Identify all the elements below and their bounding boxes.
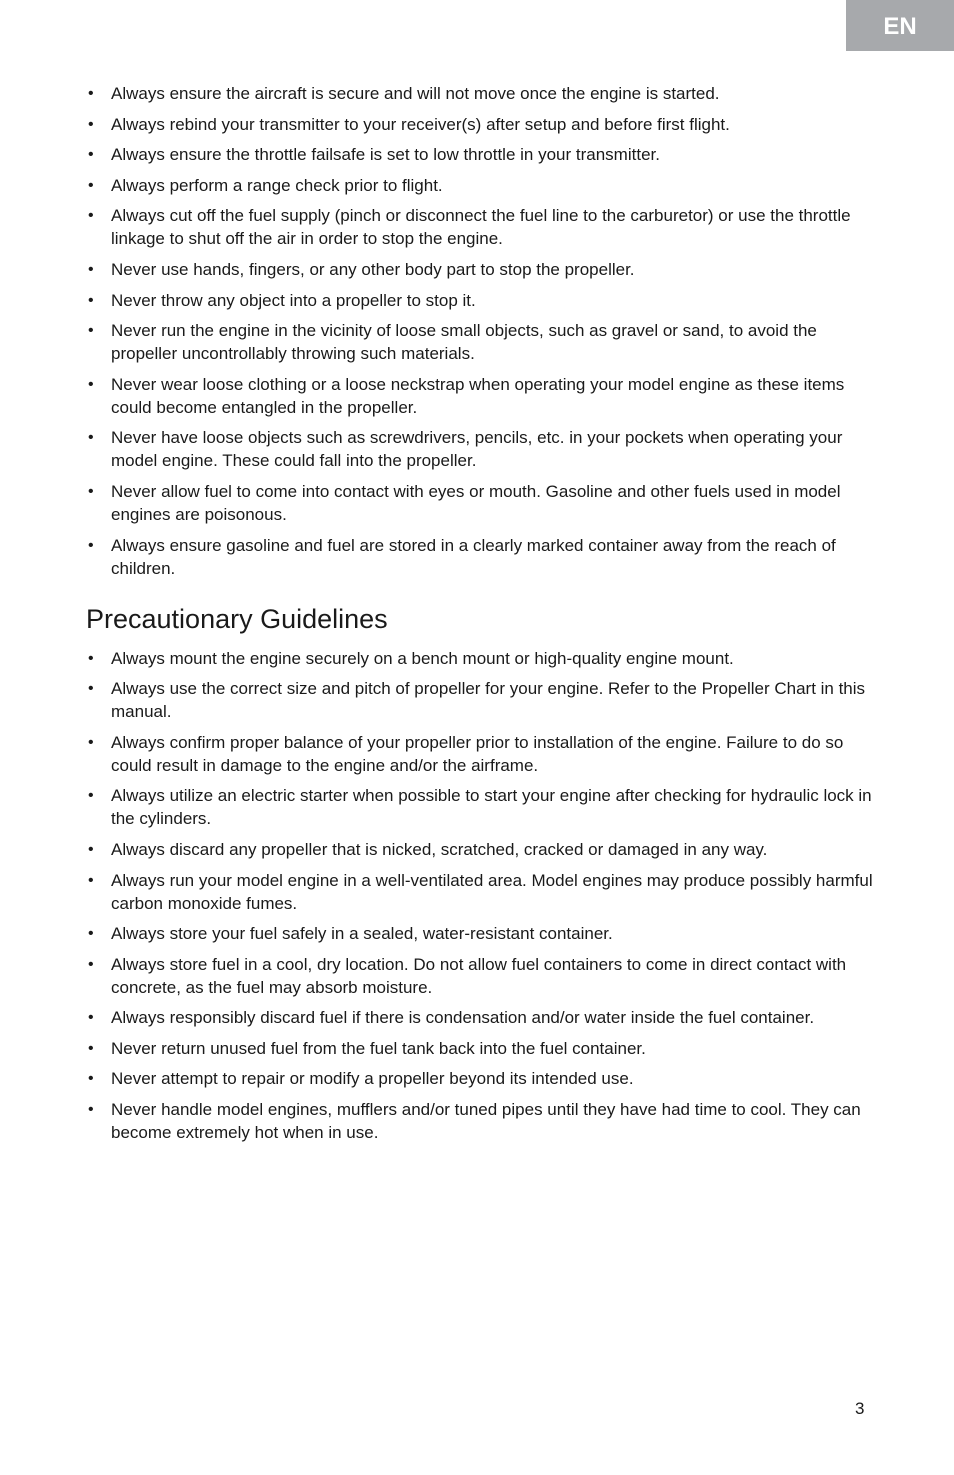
section-title: Precautionary Guidelines (86, 603, 388, 634)
precautionary-list (86, 647, 876, 1145)
list-item: • Always ensure gasoline and fuel are stored in a clearly marked container away from the reach of children. (86, 534, 876, 580)
list-item: • Never have loose objects such as screwdrivers, pencils, etc. in your pockets when operating your model engine. These could fall into the propeller. (86, 426, 876, 472)
list-item: • Always store fuel in a cool, dry location. Do not allow fuel containers to come in direct contact with concrete, as the fuel may absorb moisture. (86, 953, 876, 999)
page-number: 3 (855, 1399, 865, 1418)
list-item: • Always discard any propeller that is nicked, scratched, cracked or damaged in any way. (86, 838, 876, 861)
list-item: • Never handle model engines, mufflers and/or tuned pipes until they have had time to cool. They can become extremely hot when in use. (86, 1098, 876, 1144)
list-item: • Always confirm proper balance of your propeller prior to installation of the engine. Failure to do so could result in damage to the engine and/or the airframe. (86, 731, 876, 777)
list-item: • Always mount the engine securely on a bench mount or high-quality engine mount. (86, 647, 876, 670)
list-item: • Always ensure the throttle failsafe is set to low throttle in your transmitter. (86, 143, 876, 166)
list-item: • Never run the engine in the vicinity of loose small objects, such as gravel or sand, to avoid the propeller uncontrollably throwing such materials. (86, 319, 876, 365)
list-item: • Never return unused fuel from the fuel tank back into the fuel container. (86, 1037, 876, 1060)
list-item: • Always rebind your transmitter to your receiver(s) after setup and before first flight. (86, 113, 876, 136)
list-item: • Always cut off the fuel supply (pinch or disconnect the fuel line to the carburetor) or use the throttle linkage to shut off the air in order to stop the engine. (86, 204, 876, 250)
list-item: • Always run your model engine in a well-ventilated area. Model engines may produce possibly harmful carbon monoxide fumes. (86, 869, 876, 915)
list-item: • Always responsibly discard fuel if there is condensation and/or water inside the fuel container. (86, 1006, 876, 1029)
safety-list (86, 82, 876, 580)
list-item: • Always store your fuel safely in a sealed, water-resistant container. (86, 922, 876, 945)
list-item: • Always utilize an electric starter when possible to start your engine after checking for hydraulic lock in the cylinders. (86, 784, 876, 830)
list-item: • Always perform a range check prior to flight. (86, 174, 876, 197)
language-tab: EN (846, 0, 954, 51)
list-item: • Never use hands, fingers, or any other body part to stop the propeller. (86, 258, 876, 281)
list-item: • Never attempt to repair or modify a propeller beyond its intended use. (86, 1067, 876, 1090)
list-item: • Always use the correct size and pitch of propeller for your engine. Refer to the Propeller Chart in this manual. (86, 677, 876, 723)
list-item: • Never allow fuel to come into contact with eyes or mouth. Gasoline and other fuels used in model engines are poisonous. (86, 480, 876, 526)
list-item: • Never throw any object into a propeller to stop it. (86, 289, 876, 312)
page-content (86, 82, 876, 1152)
list-item: • Never wear loose clothing or a loose neckstrap when operating your model engine as these items could become entangled in the propeller. (86, 373, 876, 419)
list-item: • Always ensure the aircraft is secure and will not move once the engine is started. (86, 82, 876, 105)
